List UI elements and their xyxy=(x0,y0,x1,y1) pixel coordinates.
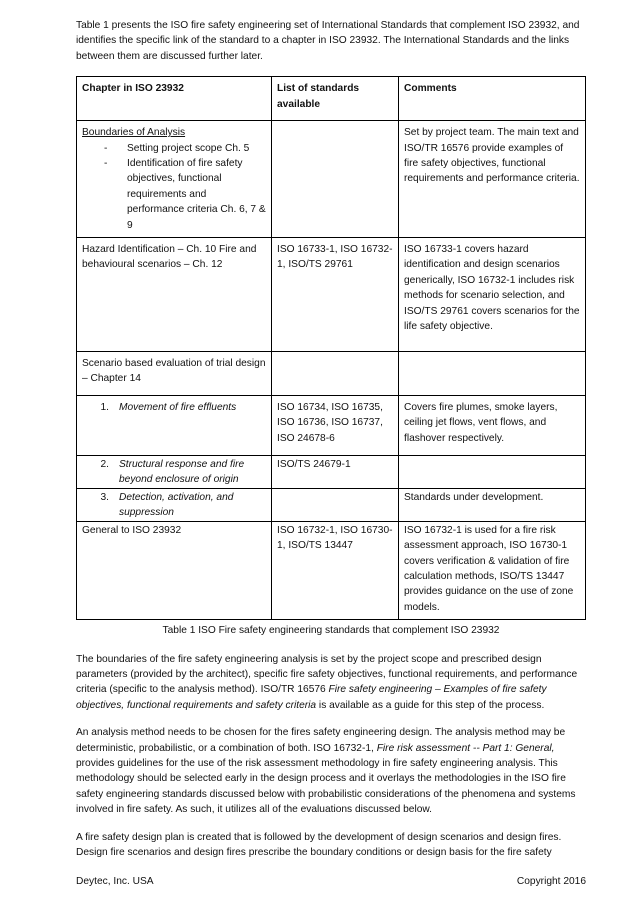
page-footer xyxy=(76,874,586,889)
table-row xyxy=(77,238,586,352)
para1-text-a: The boundaries of the fire safety engineering analysis is set by the project scope and prescribed design parameters (provided by the architect), specific fire safety objectives, functional requirements, and performance criteria (specific to the analysis method). ISO/TR 16576 xyxy=(76,653,578,696)
row7-chapter: General to ISO 23932 xyxy=(77,521,272,619)
row2-comments: ISO 16733-1 covers hazard identification and design scenarios generically, ISO 16732-1 includes risk methods for scenario selection, and ISO/TS 29761 covers scenarios for the life safety objective. xyxy=(399,238,586,352)
row6-number: 3. xyxy=(100,491,109,503)
para1-title: Fire safety engineering – Examples of fire safety objectives, functional requirements and safety criteria xyxy=(76,684,547,711)
row2-standards: ISO 16733-1, ISO 16732-1, ISO/TS 29761 xyxy=(272,238,399,352)
body-paragraph-1 xyxy=(76,652,586,714)
row3-standards xyxy=(272,352,399,396)
table-row xyxy=(77,352,586,396)
para1-text-c: is available as a guide for this step of the process. xyxy=(316,699,545,711)
list-item: - Identification of fire safety objectives, functional requirements and performance criteria Ch. 6, 7 & 9 xyxy=(82,156,266,233)
row5-comments xyxy=(399,456,586,489)
row5-standards: ISO/TS 24679-1 xyxy=(272,456,399,489)
table-caption: Table 1 ISO Fire safety engineering standards that complement ISO 23932 xyxy=(162,625,500,637)
header-comments: Comments xyxy=(399,77,586,121)
body-paragraph-2 xyxy=(76,725,586,817)
row6-label: Detection, activation, and suppression xyxy=(119,491,234,519)
row3-chapter: Scenario based evaluation of trial design – Chapter 14 xyxy=(77,352,272,396)
row7-standards: ISO 16732-1, ISO 16730-1, ISO/TS 13447 xyxy=(272,521,399,619)
footer-copyright: Copyright 2016 xyxy=(516,876,586,887)
document-page xyxy=(76,18,586,872)
list-item: - Setting project scope Ch. 5 xyxy=(82,141,266,156)
row5-chapter xyxy=(77,456,272,489)
row4-chapter xyxy=(77,396,272,456)
row6-standards xyxy=(272,488,399,521)
row1-list xyxy=(82,141,266,233)
row6-comments: Standards under development. xyxy=(399,488,586,521)
body-paragraph-3: A fire safety design plan is created that is followed by the development of design scenarios and design fires. Design fire scenarios and design fires prescribe the boundary conditions or design basis for the fire safety xyxy=(76,831,562,858)
row2-chapter: Hazard Identification – Ch. 10 Fire and behavioural scenarios – Ch. 12 xyxy=(77,238,272,352)
row6-chapter xyxy=(77,488,272,521)
table-row xyxy=(77,121,586,238)
header-standards: List of standards available xyxy=(272,77,399,121)
table-row xyxy=(77,396,586,456)
para2-text-c: provides guidelines for the use of the risk assessment methodology in fire safety engineering analysis. This methodology should be selected early in the design process and it overlays the methodologies in the ISO fire safety engineering standards discussed below with probabilistic considerations of the phenomena and systems involved in fire safety. As such, it utilizes all of the evaluations discussed below. xyxy=(76,757,576,816)
row4-comments: Covers fire plumes, smoke layers, ceiling jet flows, vent flows, and flashover respectively. xyxy=(399,396,586,456)
row3-comments xyxy=(399,352,586,396)
row1-chapter xyxy=(77,121,272,238)
row4-number: 1. xyxy=(100,402,109,414)
row7-comments: ISO 16732-1 is used for a fire risk assessment approach, ISO 16730-1 covers verification & validation of fire calculation methods, ISO/TS 13447 provides guidance on the use of zone models. xyxy=(399,521,586,619)
para2-text-a: An analysis method needs to be chosen for the fires safety engineering design. The analysis method may be deterministic, probabilistic, or a combination of both. ISO 16732-1, xyxy=(76,727,566,754)
header-chapter: Chapter in ISO 23932 xyxy=(77,77,272,121)
table-row xyxy=(77,456,586,489)
intro-paragraph: Table 1 presents the ISO fire safety engineering set of International Standards that complement ISO 23932, and identifies the specific link of the standard to a chapter in ISO 23932. The International Standards and the links between them are discussed further later. xyxy=(76,20,580,62)
row1-title: Boundaries of Analysis xyxy=(82,127,186,139)
para2-title: Fire risk assessment -- Part 1: General, xyxy=(376,742,555,754)
row5-label: Structural response and fire beyond enclosure of origin xyxy=(119,459,245,486)
footer-company: Deytec, Inc. USA xyxy=(76,876,154,887)
row5-number: 2. xyxy=(100,459,109,471)
table-row xyxy=(77,521,586,619)
table-header-row xyxy=(77,77,586,121)
row1-comments: Set by project team. The main text and ISO/TR 16576 provide examples of fire safety objectives, functional requirements and performance criteria. xyxy=(399,121,586,238)
standards-table xyxy=(76,76,586,620)
row4-standards: ISO 16734, ISO 16735, ISO 16736, ISO 16737, ISO 24678-6 xyxy=(272,396,399,456)
row1-standards xyxy=(272,121,399,238)
table-row xyxy=(77,488,586,521)
row4-label: Movement of fire effluents xyxy=(119,402,237,414)
